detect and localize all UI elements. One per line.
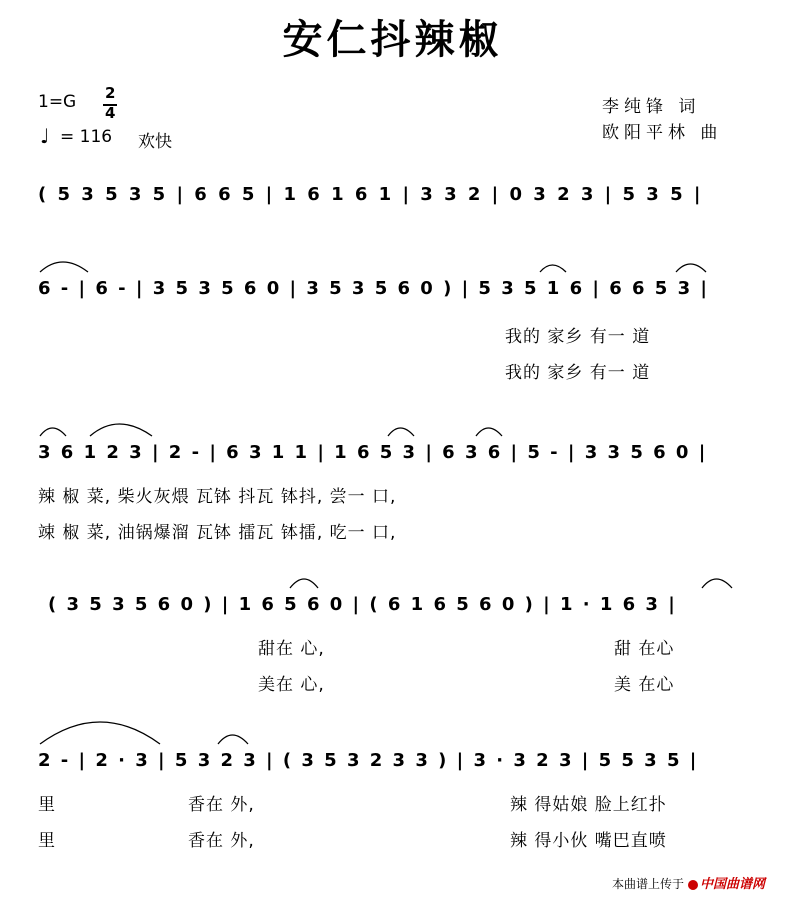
lyrics-row-2-verse-1: 我的 家乡 有一 道 xyxy=(505,327,651,347)
logo-icon xyxy=(688,880,698,890)
time-signature-top: 2 xyxy=(105,84,116,102)
lyrics-row-5-verse-1-a: 里 xyxy=(38,795,56,815)
lyrics-row-5-verse-2-a: 里 xyxy=(38,831,56,851)
key-signature: 1=G xyxy=(38,92,77,112)
notation-row-1: ( 5 3 5 3 5 | 6 6 5 | 1 6 1 6 1 | 3 3 2 | 0 3 2 3 | 5 3 5 | xyxy=(38,184,703,205)
footer xyxy=(612,873,765,892)
lyrics-row-4-verse-1-b: 甜 在心 xyxy=(614,639,675,659)
lyrics-row-2-verse-2: 我的 家乡 有一 道 xyxy=(505,363,651,383)
notation-row-3: 3 6 1 2 3 | 2 - | 6 3 1 1 | 1 6 5 3 | 6 3 6 | 5 - | 3 3 5 6 0 | xyxy=(38,442,708,463)
page-title: 安仁抖辣椒 xyxy=(282,17,503,63)
notation-row-5: 2 - | 2 · 3 | 5 3 2 3 | ( 3 5 3 2 3 3 ) | 3 · 3 2 3 | 5 5 3 5 | xyxy=(38,750,699,771)
time-signature-bottom: 4 xyxy=(105,104,116,122)
lyrics-row-3-verse-1: 辣 椒 菜, 柴火灰煨 瓦钵 抖瓦 钵抖, 尝一 口, xyxy=(38,487,397,507)
notation-row-4: ( 3 5 3 5 6 0 ) | 1 6 5 6 0 | ( 6 1 6 5 6 0 ) | 1 · 1 6 3 | xyxy=(48,594,677,615)
lyrics-row-3-verse-2: 竦 椒 菜, 油锅爆溜 瓦钵 擂瓦 钵擂, 吃一 口, xyxy=(38,523,397,543)
notation-row-2: 6 - | 6 - | 3 5 3 5 6 0 | 3 5 3 5 6 0 ) | 5 3 5 1 6 | 6 6 5 3 | xyxy=(38,278,709,299)
lyrics-row-5-verse-2-c: 辣 得小伙 嘴巴直喷 xyxy=(510,831,667,851)
quarter-note-icon: ♩ xyxy=(40,124,50,148)
composer-credit: 欧阳平林 曲 xyxy=(602,123,723,143)
lyrics-row-5-verse-1-b: 香在 外, xyxy=(188,795,255,815)
lyrics-row-5-verse-2-b: 香在 外, xyxy=(188,831,255,851)
lyricist-credit: 李纯锋 词 xyxy=(602,97,701,117)
tempo-word: 欢快 xyxy=(138,132,172,152)
lyrics-row-4-verse-2-a: 美在 心, xyxy=(258,675,325,695)
tempo-value: = 116 xyxy=(60,127,113,147)
footer-text: 本曲谱上传于 xyxy=(611,877,684,891)
lyrics-row-4-verse-2-b: 美 在心 xyxy=(614,675,675,695)
footer-logo[interactable]: 中国曲谱网 xyxy=(699,877,765,892)
lyrics-row-5-verse-1-c: 辣 得姑娘 脸上红扑 xyxy=(510,795,667,815)
lyrics-row-4-verse-1-a: 甜在 心, xyxy=(258,639,325,659)
